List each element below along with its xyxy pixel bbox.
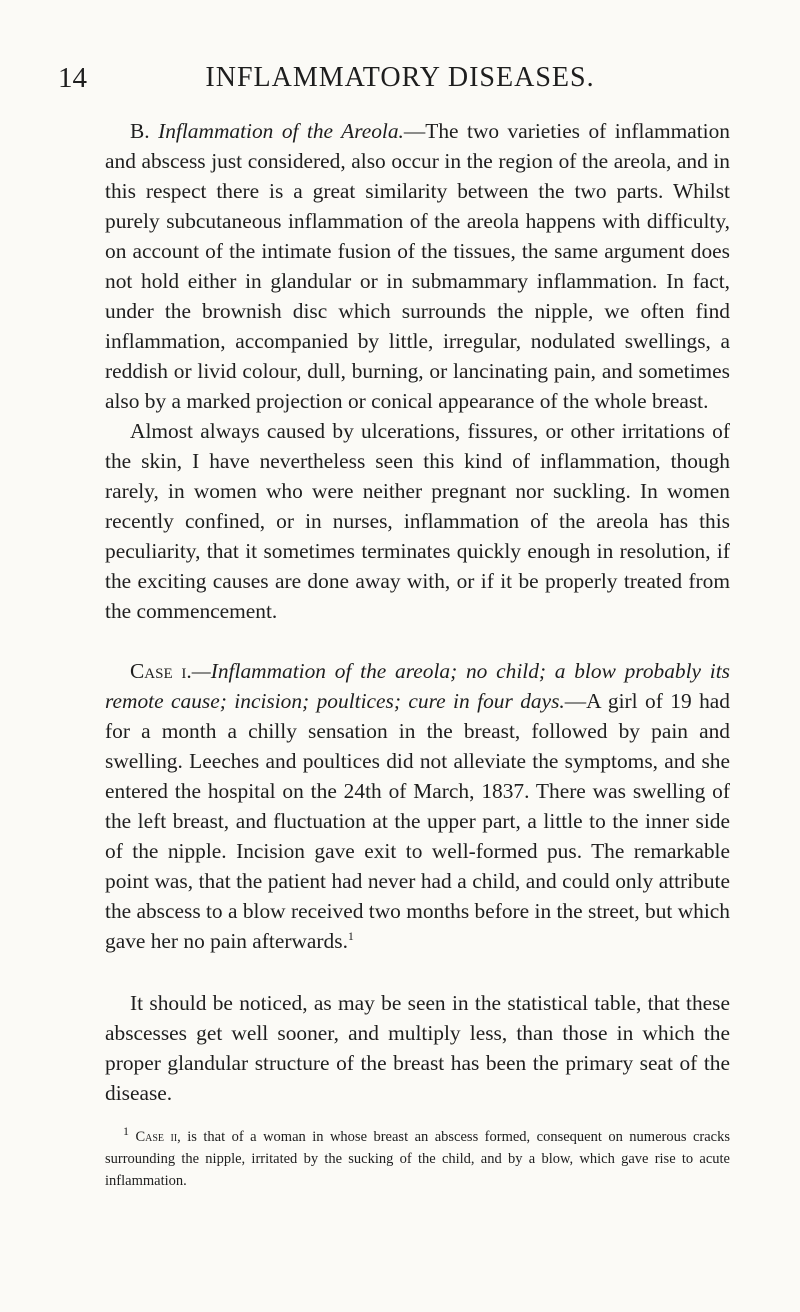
case-text: —A girl of 19 had for a month a chilly sensation in the breast, followed by pain and swelling. Leeches and poultices did not alleviate the symptoms, and she entered the hospital on the 24th of March, 1837. There was swelling of the left breast, and fluctuation at the upper part, a little to the inner side of the nipple. Incision gave exit to well-formed pus. The remarkable point was, that the patient had never had a child, and could only attribute the abscess to a blow received two months before in the street, but which gave her no pain afterwards. (105, 689, 730, 953)
case-heading: —Inflammation of the areola; no child; a blow probably its remote cause; incision; poultices; cure in four days. (105, 659, 731, 713)
case-1-paragraph (105, 656, 730, 956)
page-body (105, 116, 730, 1192)
case-label: Case i. (130, 659, 192, 683)
footnote-marker: 1 (123, 1124, 129, 1139)
footnote-case-label: Case ii (135, 1129, 178, 1145)
running-title: INFLAMMATORY DISEASES. (205, 62, 595, 93)
section-heading: Inflammation of the Areola. (158, 119, 404, 143)
section-b-text: —The two varieties of inflammation and abscess just considered, also occur in the region of the areola, and in this respect there is a great similarity between the two parts. Whilst purely subcutaneous inflammation of the areola happens with difficulty, on account of the intimate fusion of the tissues, the same argument does not hold either in glandular or in submammary inflammation. In fact, under the brownish disc which surrounds the nipple, we often find inflammation, accompanied by little, irregular, nodulated swellings, a reddish or livid colour, dull, burning, or lancinating pain, and sometimes also by a marked projection or conical appearance of the whole breast. (105, 119, 730, 413)
section-b-paragraph (105, 116, 730, 416)
footnote-text: , is that of a woman in whose breast an abscess formed, consequent on numerous cracks surrounding the nipple, irritated by the sucking of the child, and by a blow, which gave rise to acute inflammation. (105, 1129, 730, 1189)
page-number: 14 (58, 62, 87, 94)
paragraph-2: Almost always caused by ulcerations, fissures, or other irritations of the skin, I have nevertheless seen this kind of inflammation, though rarely, in women who were neither pregnant nor suckling. In women recently confined, or in nurses, inflammation of the areola has this peculiarity, that it sometimes terminates quickly enough in resolution, if the exciting causes are done away with, or if it be properly treated from the commencement. (105, 419, 730, 623)
footnote (105, 1126, 730, 1192)
section-letter: B. (130, 119, 150, 143)
running-header (58, 62, 742, 102)
paragraph-4: It should be noticed, as may be seen in the statistical table, that these abscesses get well sooner, and multiply less, than those in which the proper glandular structure of the breast has been the primary seat of the disease. (105, 991, 730, 1105)
footnote-reference: 1 (347, 928, 354, 943)
